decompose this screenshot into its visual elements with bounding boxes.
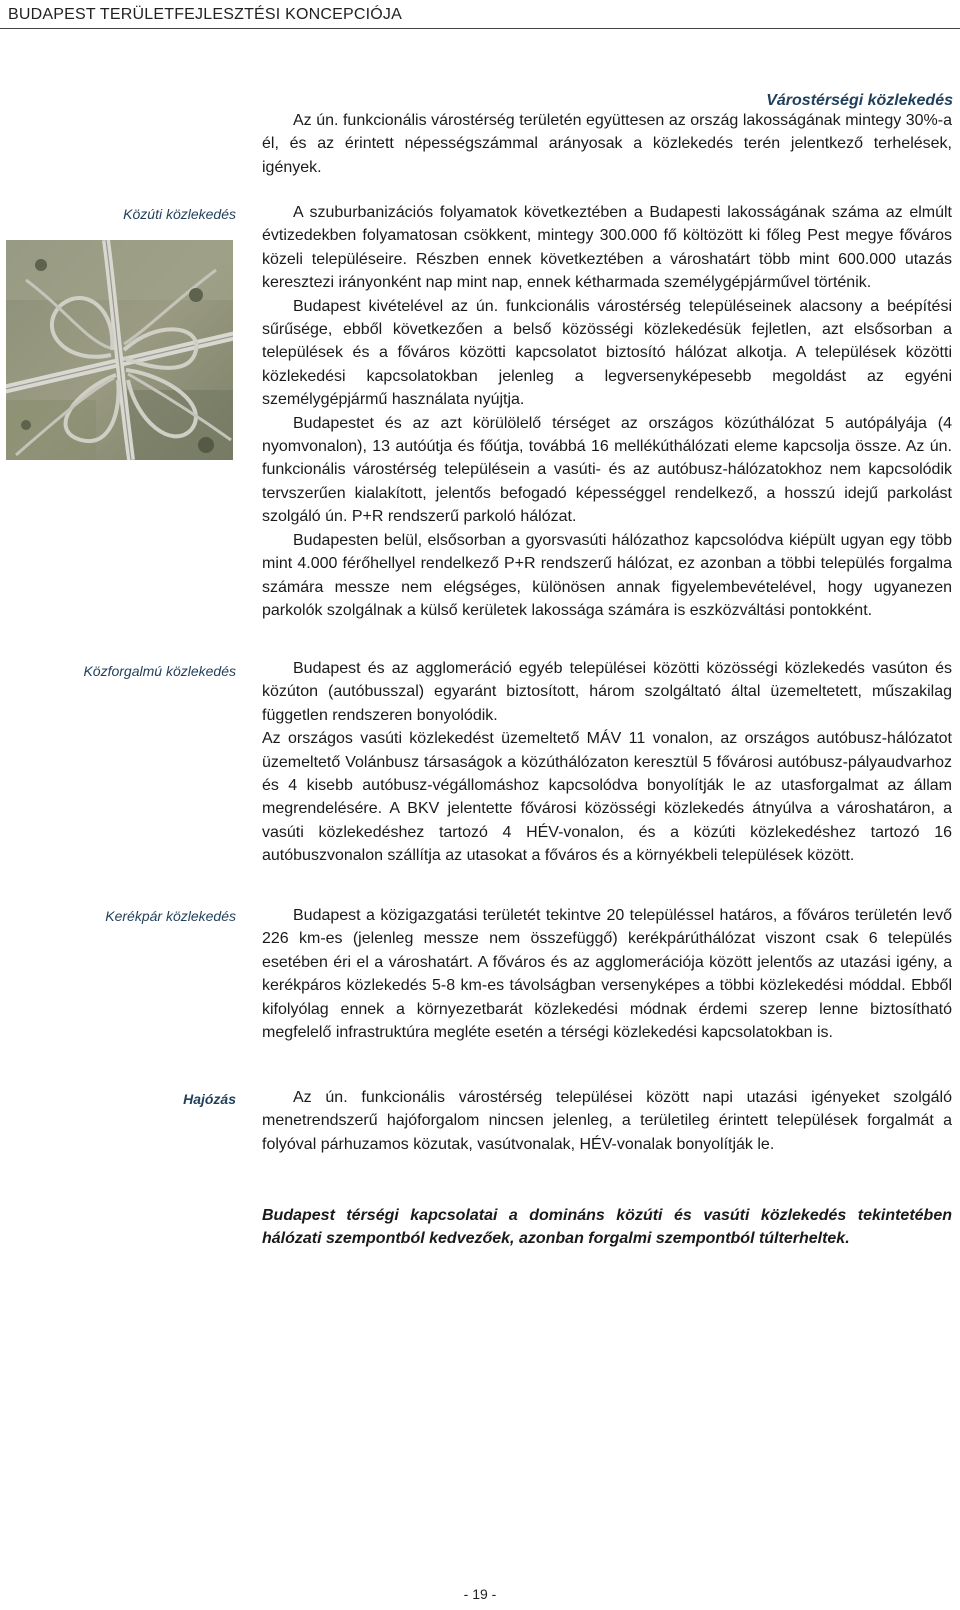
sidebar-label-kozforgalmu: Közforgalmú közlekedés <box>83 663 236 679</box>
hajozas-paragraph: Az ún. funkcionális várostérség települései között napi utazási igényeket szolgáló menetrendszerű hajóforgalom nincsen jelenleg, a területileg érintett települések forgalmát a folyóval párhuzamos közutak, vasútvonalak, HÉV-vonalak bonyolítják le. <box>262 1089 952 1153</box>
sidebar-label-hajozas: Hajózás <box>183 1091 236 1107</box>
sidebar-label-kozuti: Közúti közlekedés <box>123 206 236 222</box>
kozuti-paragraph-2: Budapest kivételével az ún. funkcionális várostérség településeinek alacsony a beépítési sűrűsége, ebből következően a belső közösségi közlekedésük fejletlen, azt elsősorban a települések és a főváros közötti kapcsolatot biztosító hálózat alkotja. A települések közötti közlekedési kapcsolatokban jelenleg a legversenyképesebb megoldást az egyéni személygépjármű használata nyújtja. <box>262 297 952 409</box>
section-heading: Várostérségi közlekedés <box>766 92 953 109</box>
kozuti-paragraph-4: Budapesten belül, elsősorban a gyorsvasúti hálózathoz kapcsolódva kiépült ugyan egy több mint 4.000 férőhellyel rendelkező P+R rendszerű hálózat, ez azonban a többi település forgalma számára messze nem elégséges, különösen annak figyelembevételével, hogy ugyanezen parkolók szolgálnak a külső kerületek lakossága számára is eszközváltási pontokként. <box>262 531 952 619</box>
kozuti-paragraph-1: A szuburbanizációs folyamatok következtében a Budapesti lakosságának száma az elmúlt évtizedekben folyamatosan csökkent, mintegy 300.000 fő költözött ki főleg Pest megye főváros közeli településeire. Részben ennek következtében a városhatárt több mint 600.000 utazás keresztezi irányonként nap mint nap, ennek kétharmada személygépjárművel történik. <box>262 204 952 292</box>
kozuti-paragraph-3: Budapestet és az azt körülölelő térséget az országos közúthálózat 5 autópályája (4 nyomvonalon), 13 autóútja és főútja, továbbá 16 mellékúthálózati eleme kapcsolja össze. Az ún. funkcionális várostérség településein a vasúti- és az autóbusz-hálózatokhoz nem kapcsolódik tervszerűen kialakított, jelentős befogadó képességgel rendelkező, a hosszú idejű parkolást szolgáló ún. P+R rendszerű parkoló hálózat. <box>262 414 952 526</box>
conclusion-text: Budapest térségi kapcsolatai a domináns közúti és vasúti közlekedés tekintetében hálózati szempontból kedvezőek, azonban forgalmi szempontból túlterheltek. <box>262 1207 952 1247</box>
intro-block <box>262 109 952 179</box>
intro-paragraph: Az ún. funkcionális várostérség területén együttesen az ország lakosságának mintegy 30%-a él, és az érintett népességszámmal arányosak a közlekedés terén jelentkező terhelések, igények. <box>262 112 952 176</box>
kerekpar-block <box>262 904 952 1044</box>
document-header-title: BUDAPEST TERÜLETFEJLESZTÉSI KONCEPCIÓJA <box>8 6 402 23</box>
kozforgalmu-paragraph-2: Az országos vasúti közlekedést üzemeltető MÁV 11 vonalon, az országos autóbusz-hálózatot üzemeltető Volánbusz társaságok a közúthálózaton keresztül 5 fővárosi autóbusz-pályaudvarhoz és 4 kisebb autóbusz-végállomáshoz kapcsolódva bonyolítják le az utasforgalmat az állam megrendelésére. A BKV jelentette fővárosi közösségi közlekedés átnyúlva a városhatáron, a vasúti közlekedéshez tartozó 4 HÉV-vonalon, és a közúti közlekedéshez tartozó 16 autóbuszvonalon szállítja az utasokat a főváros és a környékbeli települések között. <box>262 730 952 865</box>
sidebar-label-kerekpar: Kerékpár közlekedés <box>105 908 236 924</box>
hajozas-block <box>262 1086 952 1156</box>
kozforgalmu-block <box>262 657 952 868</box>
highway-interchange-photo <box>6 240 233 460</box>
header-divider <box>0 28 960 29</box>
page-number: - 19 - <box>463 1586 497 1602</box>
kozuti-block <box>262 201 952 622</box>
kozforgalmu-paragraph-1: Budapest és az agglomeráció egyéb települései közötti közösségi közlekedés vasúton és közúton (autóbusszal) egyaránt biztosított, három szolgáltató által üzemeltetett, műszakilag független rendszeren bonyolódik. <box>262 660 952 724</box>
kerekpar-paragraph: Budapest a közigazgatási területét tekintve 20 településsel határos, a főváros területén levő 226 km-es (jelenleg messze nem összefüggő) kerékpárúthálózat viszont csak 6 település esetében éri el a városhatárt. A főváros és az agglomerációja között jelentős az utazási igény, a kerékpáros közlekedés 5-8 km-es távolságban versenyképes a többi közlekedési móddal. Ebből kifolyólag ennek a környezetbarát közlekedési módnak érdemi szerep lenne biztosítható megfelelő infrastruktúra megléte esetén a térségi közlekedési kapcsolatokban is. <box>262 907 952 1042</box>
